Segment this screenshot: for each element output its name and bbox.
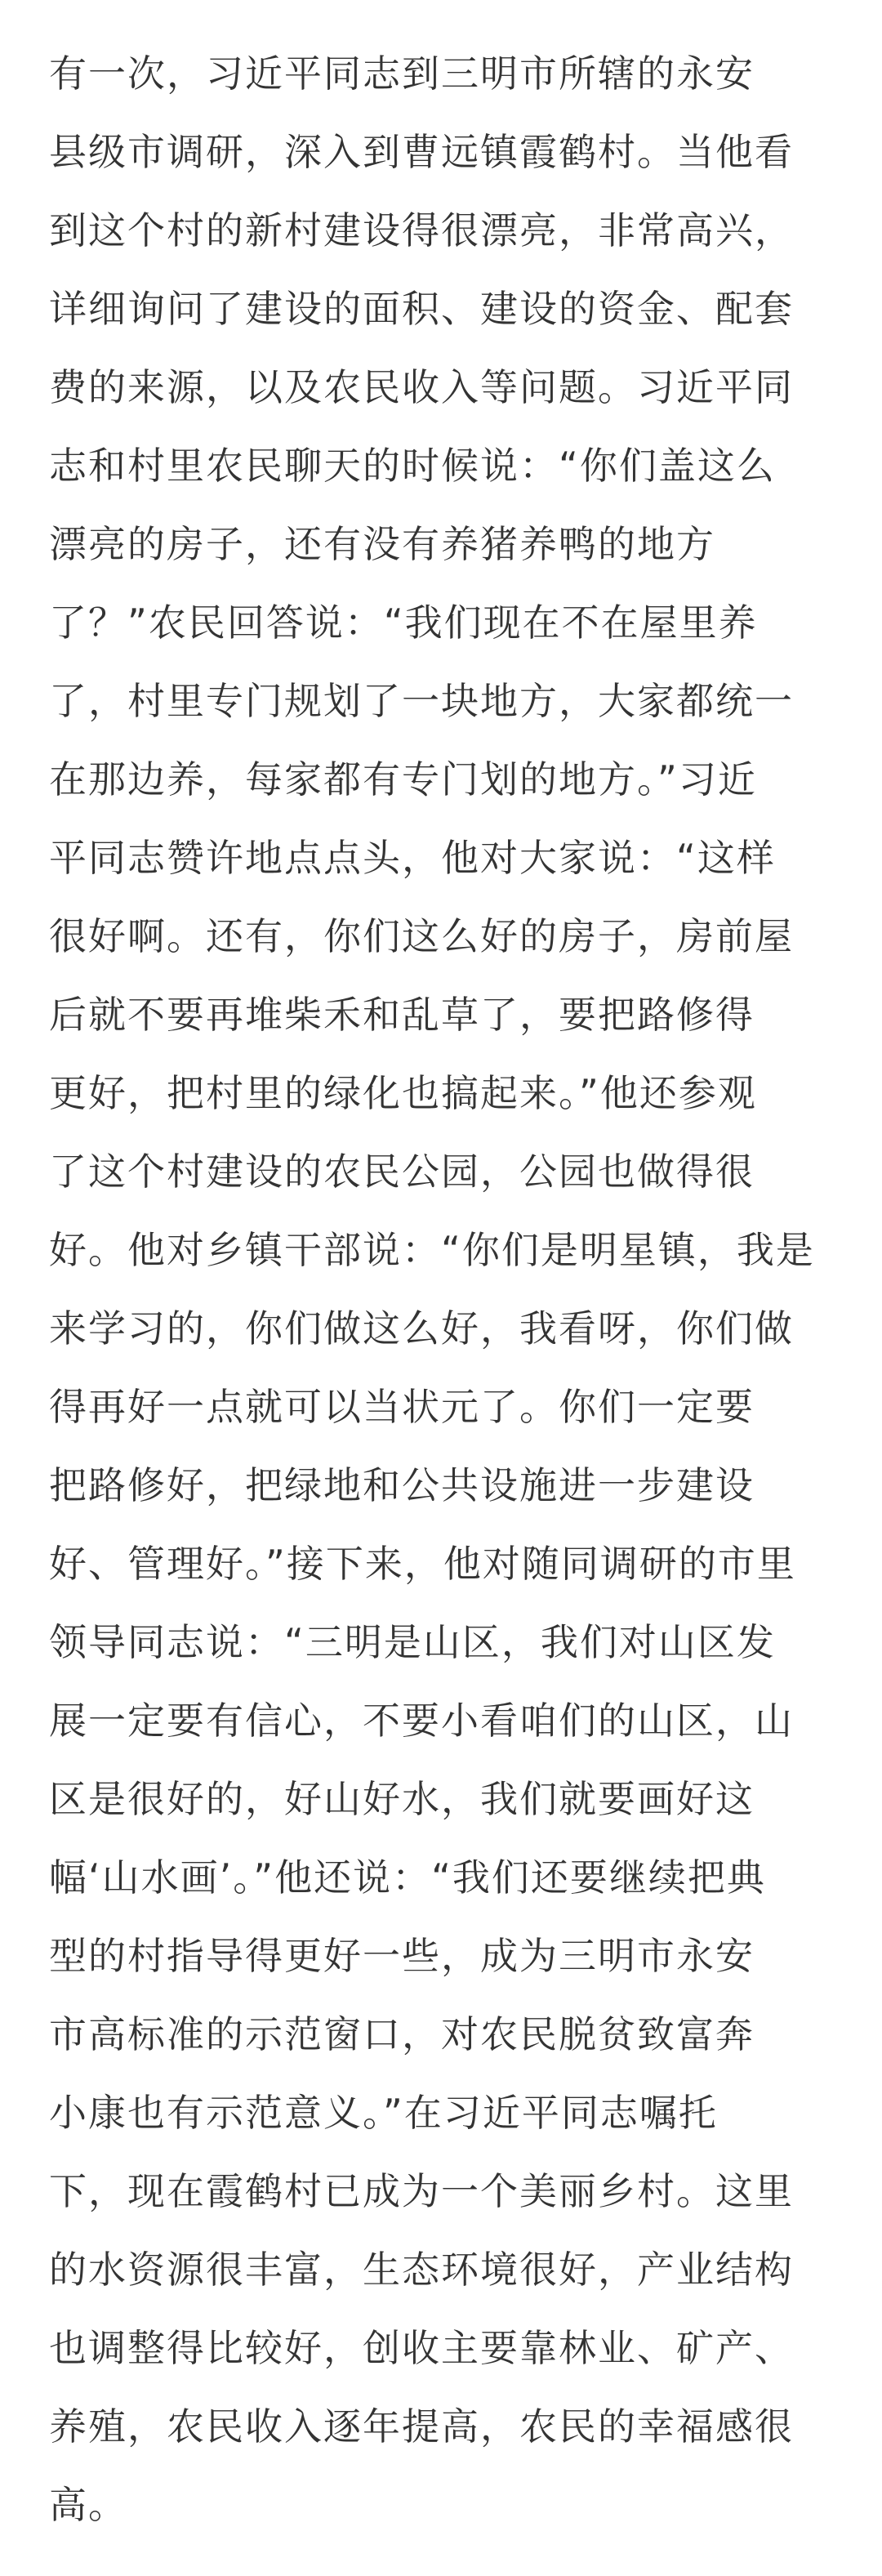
- paragraph-line: 漂亮的房子，还有没有养猪养鸭的地方: [49, 522, 715, 566]
- paragraph-line: 高。: [49, 2483, 127, 2527]
- paragraph-line: 了，村里专门规划了一块地方，大家都统一: [49, 679, 794, 723]
- paragraph-line: 了？”农民回答说：“我们现在不在屋里养: [49, 600, 758, 645]
- paragraph-line: 型的村指导得更好一些，成为三明市永安: [49, 1934, 755, 1978]
- paragraph-line: 也调整得比较好，创收主要靠林业、矿产、: [49, 2326, 794, 2370]
- paragraph-line: 来学习的，你们做这么好，我看呀，你们做: [49, 1306, 794, 1351]
- paragraph-line: 后就不要再堆柴禾和乱草了，要把路修得: [49, 993, 755, 1037]
- paragraph-line: 把路修好，把绿地和公共设施进一步建设: [49, 1463, 755, 1507]
- paragraph-line: 费的来源，以及农民收入等问题。习近平同: [49, 365, 794, 409]
- paragraph-line: 详细询问了建设的面积、建设的资金、配套: [49, 287, 794, 331]
- paragraph-line: 了这个村建设的农民公园，公园也做得很: [49, 1150, 755, 1194]
- paragraph-line: 很好啊。还有，你们这么好的房子，房前屋: [49, 914, 794, 958]
- paragraph-line: 得再好一点就可以当状元了。你们一定要: [49, 1385, 755, 1429]
- paragraph-line: 志和村里农民聊天的时候说：“你们盖这么: [49, 444, 776, 488]
- paragraph-line: 养殖，农民收入逐年提高，农民的幸福感很: [49, 2404, 794, 2449]
- paragraph-line: 有一次，习近平同志到三明市所辖的永安: [49, 51, 755, 96]
- paragraph-line: 的水资源很丰富，生态环境很好，产业结构: [49, 2248, 794, 2292]
- paragraph-line: 在那边养，每家都有专门划的地方。”习近: [49, 757, 757, 801]
- paragraph-line: 区是很好的，好山好水，我们就要画好这: [49, 1777, 755, 1821]
- paragraph-line: 市高标准的示范窗口，对农民脱贫致富奔: [49, 2012, 755, 2056]
- paragraph-line: 更好，把村里的绿化也搞起来。”他还参观: [49, 1071, 757, 1115]
- paragraph-line: 县级市调研，深入到曹远镇霞鹤村。当他看: [49, 130, 794, 174]
- paragraph-line: 平同志赞许地点点头，他对大家说：“这样: [49, 836, 776, 880]
- paragraph-line: 下，现在霞鹤村已成为一个美丽乡村。这里: [49, 2169, 794, 2213]
- paragraph-line: 幅‘山水画’。”他还说：“我们还要继续把典: [49, 1855, 766, 1900]
- paragraph-line: 到这个村的新村建设得很漂亮，非常高兴，: [49, 208, 794, 252]
- paragraph-line: 小康也有示范意义。”在习近平同志嘱托: [49, 2091, 718, 2135]
- paragraph-line: 领导同志说：“三明是山区，我们对山区发: [49, 1620, 776, 1664]
- paragraph-line: 展一定要有信心，不要小看咱们的山区，山: [49, 1699, 794, 1743]
- paragraph-line: 好。他对乡镇干部说：“你们是明星镇，我是: [49, 1228, 815, 1272]
- paragraph-line: 好、管理好。”接下来，他对随同调研的市里: [49, 1542, 796, 1586]
